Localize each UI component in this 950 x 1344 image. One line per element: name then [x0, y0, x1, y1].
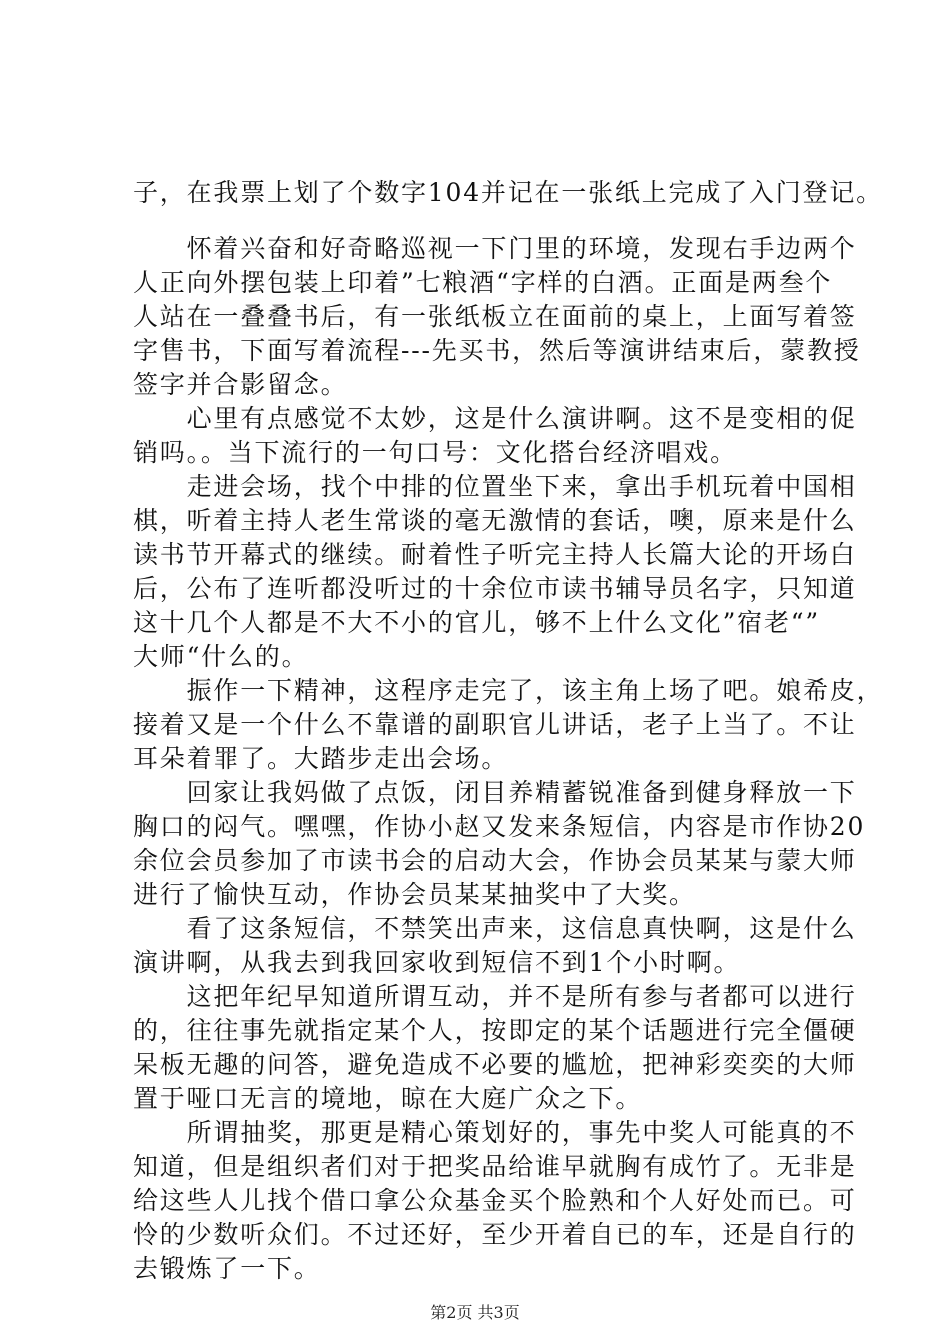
text-line: 棋，听着主持人老生常谈的毫无激情的套话，噢，原来是什么 — [133, 506, 857, 535]
text-line: 呆板无趣的问答，避免造成不必要的尴尬，把神彩奕奕的大师 — [133, 1050, 857, 1079]
text-line: 心里有点感觉不太妙，这是什么演讲啊。这不是变相的促 — [133, 404, 857, 433]
text-line: 签字并合影留念。 — [133, 370, 348, 399]
text-line: 大师“什么的。 — [133, 642, 309, 671]
text-line: 看了这条短信，不禁笑出声来，这信息真快啊，这是什么 — [133, 914, 857, 943]
text-line: 怜的少数听众们。不过还好，至少开着自已的车，还是自行的 — [133, 1220, 857, 1249]
text-line: 置于哑口无言的境地，晾在大庭广众之下。 — [133, 1084, 643, 1113]
text-line: 回家让我妈做了点饭，闭目养精蓄锐准备到健身释放一下 — [133, 778, 857, 807]
text-line: 字售书，下面写着流程---先买书，然后等演讲结束后，蒙教授 — [133, 336, 861, 365]
text-line: 耳朵着罪了。大踏步走出会场。 — [133, 744, 509, 773]
text-line: 余位会员参加了市读书会的启动大会，作协会员某某与蒙大师 — [133, 846, 857, 875]
text-line: 怀着兴奋和好奇略巡视一下门里的环境，发现右手边两个 — [133, 234, 857, 263]
text-line: 读书节开幕式的继续。耐着性子听完主持人长篇大论的开场白 — [133, 540, 857, 569]
text-line: 演讲啊，从我去到我回家收到短信不到1个小时啊。 — [133, 948, 741, 977]
text-line: 人站在一叠叠书后，有一张纸板立在面前的桌上，上面写着签 — [133, 302, 857, 331]
text-line: 后，公布了连听都没听过的十余位市读书辅导员名字，只知道 — [133, 574, 857, 603]
text-line: 胸口的闷气。嘿嘿，作协小赵又发来条短信，内容是市作协20 — [133, 812, 866, 841]
paragraph-gap — [133, 210, 833, 232]
text-line: 振作一下精神，这程序走完了，该主角上场了吧。娘希皮， — [133, 676, 884, 705]
text-line: 的，往往事先就指定某个人，按即定的某个话题进行完全僵硬 — [133, 1016, 857, 1045]
text-line: 销吗。。当下流行的一句口号：文化搭台经济唱戏。 — [133, 438, 737, 467]
text-line: 知道，但是组织者们对于把奖品给谁早就胸有成竹了。无非是 — [133, 1152, 857, 1181]
text-line: 子，在我票上划了个数字104并记在一张纸上完成了入门登记。 — [133, 178, 883, 207]
page-number-footer: 第2页 共3页 — [430, 1303, 520, 1322]
text-line: 接着又是一个什么不靠谱的副职官儿讲话，老子上当了。不让 — [133, 710, 857, 739]
document-body — [133, 176, 884, 1286]
text-line: 这把年纪早知道所谓互动，并不是所有参与者都可以进行 — [133, 982, 857, 1011]
text-line: 给这些人儿找个借口拿公众基金买个脸熟和个人好处而已。可 — [133, 1186, 857, 1215]
text-line: 走进会场，找个中排的位置坐下来，拿出手机玩着中国相 — [133, 472, 857, 501]
text-line: 去锻炼了一下。 — [133, 1254, 321, 1283]
text-line: 所谓抽奖，那更是精心策划好的，事先中奖人可能真的不 — [133, 1118, 857, 1147]
text-line: 人正向外摆包装上印着”七粮酒“字样的白酒。正面是两叁个 — [133, 268, 833, 297]
text-line: 这十几个人都是不大不小的官儿，够不上什么文化”宿老“” — [133, 608, 820, 637]
text-line: 进行了愉快互动，作协会员某某抽奖中了大奖。 — [133, 880, 696, 909]
